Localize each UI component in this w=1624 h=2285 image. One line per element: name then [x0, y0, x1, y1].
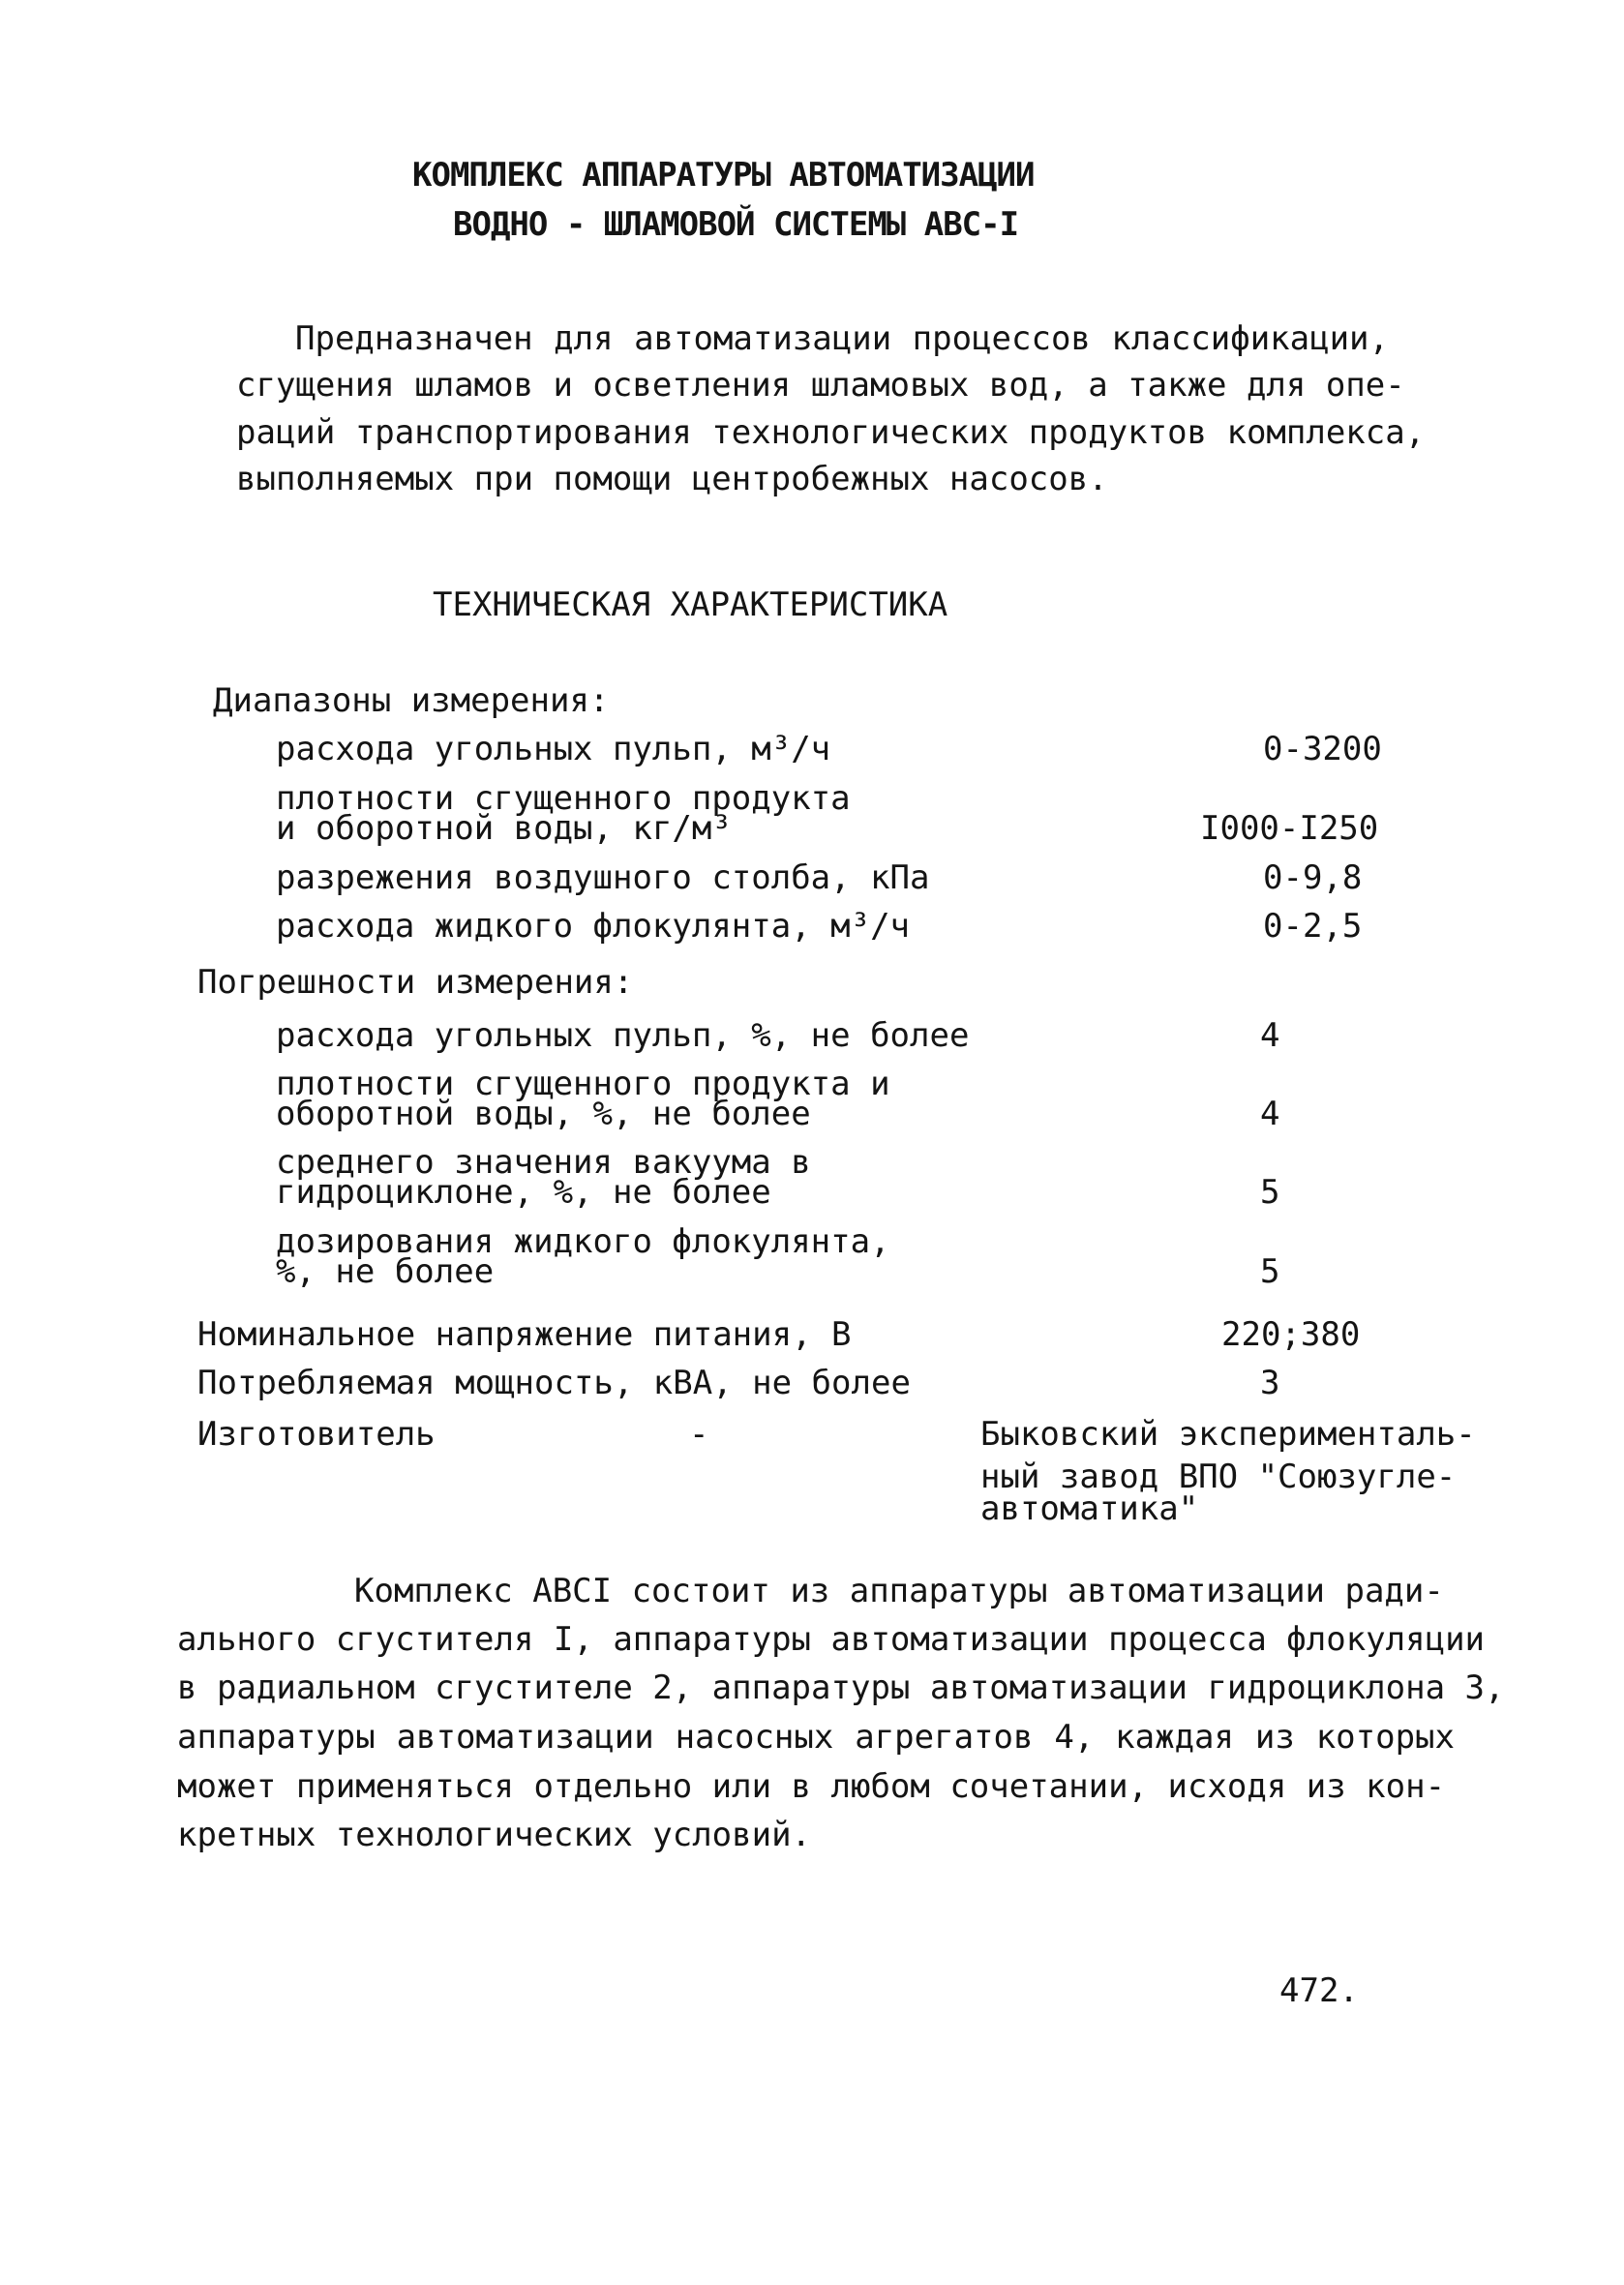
title-line-1: КОМПЛЕКС АППАРАТУРЫ АВТОМАТИЗАЦИИ — [412, 156, 1035, 195]
range-item-label: плотности сгущенного продукта — [276, 779, 851, 818]
composition-line-6: кретных технологических условий. — [177, 1816, 812, 1854]
range-item-label: расхода угольных пульп, м³/ч — [276, 730, 831, 768]
specs-heading: ТЕХНИЧЕСКАЯ ХАРАКТЕРИСТИКА — [433, 586, 948, 624]
range-item-value: I000-I250 — [1200, 809, 1379, 848]
errors-heading: Погрешности измерения: — [197, 963, 634, 1002]
intro-line-3: раций транспортирования технологических продуктов комплекса, — [236, 413, 1426, 452]
composition-line-5: может применяться отдельно или в любом сочетании, исходя из кон- — [177, 1767, 1446, 1806]
composition-line-1: Комплекс АВСI состоит из аппаратуры автоматизации ради- — [354, 1572, 1444, 1610]
range-item-value: 0-3200 — [1263, 730, 1382, 768]
error-item-label-cont: гидроциклоне, %, не более — [276, 1173, 771, 1212]
error-item-value: 4 — [1260, 1095, 1280, 1133]
range-item-label: разрежения воздушного столба, кПа — [276, 858, 930, 897]
intro-line-4: выполняемых при помощи центробежных насосов. — [236, 460, 1108, 498]
composition-line-3: в радиальном сгустителе 2, аппаратуры автоматизации гидроциклона 3, — [177, 1669, 1505, 1707]
range-item-label: расхода жидкого флокулянта, м³/ч — [276, 907, 911, 946]
page-number: 472. — [1279, 1971, 1359, 2010]
error-item-label: дозирования жидкого флокулянта, — [276, 1222, 890, 1261]
title-line-2: ВОДНО - ШЛАМОВОЙ СИСТЕМЫ АВС-I — [453, 205, 1019, 244]
manufacturer-value-line: автоматика" — [980, 1489, 1199, 1528]
voltage-value: 220;380 — [1221, 1315, 1361, 1354]
intro-line-1: Предназначен для автоматизации процессов классификации, — [295, 319, 1389, 358]
power-label: Потребляемая мощность, кВА, не более — [197, 1364, 911, 1402]
error-item-label: среднего значения вакуума в — [276, 1143, 811, 1182]
manufacturer-value-line: Быковский эксперименталь- — [980, 1415, 1476, 1454]
manufacturer-dash: - — [689, 1415, 709, 1454]
manufacturer-value-line: ный завод ВПО "Союзугле- — [980, 1458, 1457, 1496]
ranges-heading: Диапазоны измерения: — [213, 681, 610, 720]
voltage-label: Номинальное напряжение питания, В — [197, 1315, 852, 1354]
composition-line-2: ального сгустителя I, аппаратуры автоматизации процесса флокуляции — [177, 1620, 1486, 1659]
range-item-value: 0-2,5 — [1263, 907, 1363, 946]
error-item-label-cont: оборотной воды, %, не более — [276, 1095, 811, 1133]
power-value: 3 — [1260, 1364, 1280, 1402]
error-item-label-cont: %, не более — [276, 1252, 495, 1291]
error-item-label: расхода угольных пульп, %, не более — [276, 1016, 970, 1055]
intro-line-2: сгущения шламов и осветления шламовых вод, а также для опе- — [236, 366, 1405, 405]
range-item-value: 0-9,8 — [1263, 858, 1363, 897]
error-item-value: 5 — [1260, 1173, 1280, 1212]
error-item-label: плотности сгущенного продукта и — [276, 1065, 890, 1103]
range-item-label-cont: и оборотной воды, кг/м³ — [276, 809, 732, 848]
error-item-value: 5 — [1260, 1252, 1280, 1291]
error-item-value: 4 — [1260, 1016, 1280, 1055]
manufacturer-label: Изготовитель — [197, 1415, 436, 1454]
composition-line-4: аппаратуры автоматизации насосных агрегатов 4, каждая из которых — [177, 1718, 1455, 1757]
